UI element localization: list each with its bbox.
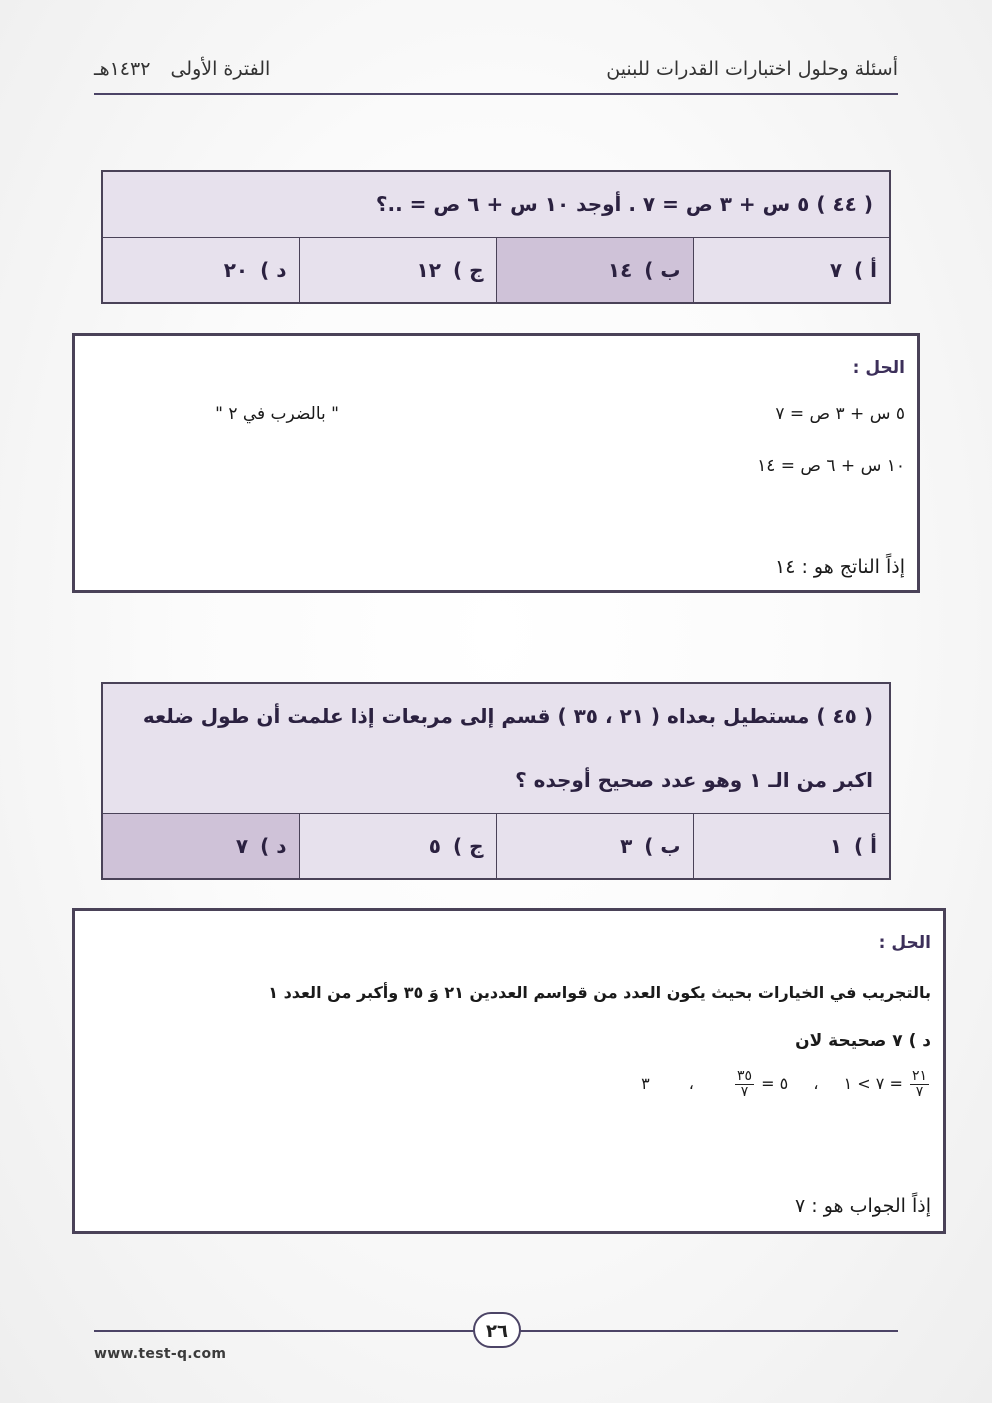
option-label: د ) [260,833,287,858]
fraction-1 [910,1069,929,1100]
fraction-2 [735,1069,754,1100]
solution-44-box [72,333,920,593]
q45-option-c[interactable] [299,813,496,879]
solution-45-line1: بالتجريب في الخيارات بحيث يكون العدد من قواسم العددين ٢١ وَ ٣٥ وأكبر من العدد ١ [268,983,931,1002]
q45-option-b[interactable] [496,813,693,879]
option-label: د ) [260,257,287,282]
q45-option-d-selected[interactable] [102,813,299,879]
period-label: الفترة الأولى [170,58,271,80]
website-link[interactable]: www.test-q.com [94,1346,227,1362]
header-period [94,58,270,80]
option-value: ١ [829,833,843,858]
solution-44-answer: إذاً الناتج هو : ١٤ [775,556,905,578]
question-44-options [102,237,890,303]
question-44-table [101,170,891,304]
solution-heading: الحل : [852,358,905,378]
option-label: ب ) [644,833,681,858]
header-rule [94,93,898,95]
solution-44-note: " بالضرب في ٢ " [215,404,339,424]
fraction-2-result: ٥ [779,1074,789,1093]
fraction-numerator: ٣٥ [737,1068,753,1084]
solution-45-answer: إذاً الجواب هو : ٧ [795,1195,931,1217]
fraction-denominator: ٧ [915,1084,924,1100]
option-value: ٢٠ [223,257,249,282]
option-value: ٥ [428,833,441,858]
question-45-table [101,682,891,880]
fraction-1-result: ٣ [641,1074,650,1093]
inequality: ٧ > ١ [843,1074,885,1093]
fraction-numerator: ٢١ [911,1068,927,1084]
question-44-text: ( ٤٤ ) ٥ س + ٣ ص = ٧ . أوجد ١٠ س + ٦ ص = ..؟ [102,171,890,237]
q44-option-b-selected[interactable] [496,237,693,303]
option-value: ١٢ [416,257,441,282]
solution-45-box [72,908,946,1234]
option-value: ٧ [235,833,249,858]
option-value: ٣ [620,833,633,858]
q44-option-d[interactable] [102,237,299,303]
header-title: أسئلة وحلول اختبارات القدرات للبنين [606,58,898,80]
solution-44-line2: ١٠ س + ٦ ص = ١٤ [757,456,905,476]
option-label: ج ) [452,833,484,858]
footer-rule-right [519,1330,898,1332]
solution-45-fractions: ٧ > ١ ، ٥ = $\frac{٣٥}{٧}$ ، ٣ = $\frac{٢١}{٧}$ [641,1068,927,1100]
footer-rule-left [94,1330,475,1332]
question-45-line2: اكبر من الـ ١ وهو عدد صحيح أوجده ؟ [515,768,873,793]
question-45-line1: ( ٤٥ ) مستطيل بعداه ( ٢١ ، ٣٥ ) قسم إلى مربعات إذا علمت أن طول ضلعه [142,704,873,729]
option-label: ب ) [644,257,681,282]
year-label: ١٤٣٢هـ [94,58,151,80]
option-label: ج ) [452,257,484,282]
question-45-options [102,813,890,879]
option-label: أ ) [854,257,877,282]
fraction-denominator: ٧ [740,1084,749,1100]
option-value: ٧ [829,257,843,282]
solution-heading: الحل : [878,933,931,953]
solution-44-line1: ٥ س + ٣ ص = ٧ [775,404,905,424]
page-number: ٢٦ [473,1312,521,1348]
solution-45-line2: د ) ٧ صحيحة لان [795,1031,931,1051]
q44-option-a[interactable] [693,237,890,303]
question-45-text [102,683,890,813]
q45-option-a[interactable] [693,813,890,879]
q44-option-c[interactable] [299,237,496,303]
option-value: ١٤ [607,257,633,282]
option-label: أ ) [854,833,877,858]
